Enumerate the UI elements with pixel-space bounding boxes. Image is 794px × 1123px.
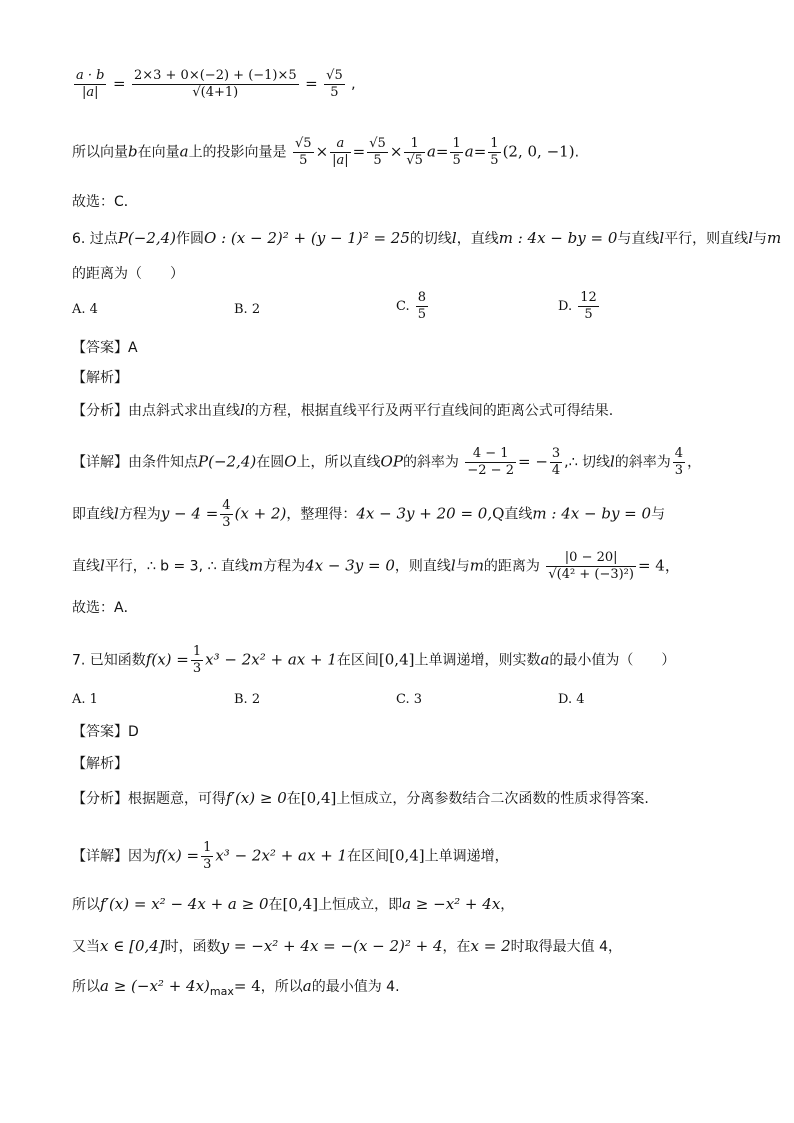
polynomial: x³ − 2x² + ax + 1	[215, 846, 348, 865]
period: .	[574, 144, 580, 161]
numerator: 1	[404, 136, 425, 153]
q6-option-d[interactable]	[558, 290, 601, 323]
q6-detail-line1	[72, 446, 701, 479]
q7-option-c[interactable]: C. 3	[396, 692, 423, 707]
text: 时，函数	[164, 939, 221, 955]
line-op: OP	[380, 452, 403, 471]
distance-result: = 4，	[637, 556, 680, 575]
text: 与	[651, 506, 666, 523]
frac	[330, 136, 351, 169]
numerator: a	[330, 136, 351, 153]
projection-scalar-formula: $\frac{a \cdot b}{|a|}$ = $\frac{2\times 3 + 0\times(-2) + (-1)\times 5}{√(4+1)}$ = $\frac{√5}{5}$ ,	[76, 68, 356, 100]
text: 又当	[72, 939, 100, 955]
derivative-inequality: f′(x) = x² − 4x + a ≥ 0	[100, 895, 269, 913]
text: 与	[455, 558, 470, 575]
numerator: 8	[417, 290, 427, 305]
numerator: 4 − 1	[465, 446, 516, 463]
text: 作圆	[176, 231, 205, 247]
text: 方程为	[263, 558, 306, 575]
frac	[293, 136, 314, 169]
numerator: 4	[674, 446, 684, 461]
quadratic-equation: y = −x² + 4x = −(x − 2)² + 4	[220, 937, 443, 955]
line-m-equation: m : 4x − by = 0	[498, 229, 618, 247]
line-l: l	[451, 229, 457, 247]
text: 的距离为	[483, 558, 540, 575]
denominator: 5	[417, 307, 427, 322]
q7-option-a[interactable]: A. 1	[72, 692, 98, 707]
text: 在	[268, 897, 283, 913]
q6-stem-line2: 的距离为（ ）	[72, 266, 184, 282]
q7-option-d[interactable]: D. 4	[558, 692, 585, 707]
line-l: l	[100, 556, 105, 575]
denominator: 3	[674, 463, 684, 478]
q6-detail-line2	[72, 498, 665, 531]
text: 时取得最大值 4，	[510, 939, 623, 955]
denominator: 3	[192, 661, 202, 676]
choose-c: 故选：C．	[72, 194, 138, 210]
numerator: 4	[222, 498, 231, 513]
q6-option-c[interactable]	[396, 290, 430, 323]
line-m: m	[469, 556, 484, 575]
denominator: 5	[373, 153, 382, 168]
text: 在圆	[256, 454, 285, 471]
text: 与直线	[617, 231, 660, 247]
text: 平行，∴ b = 3, ∴ 直线	[104, 558, 249, 575]
x-value: x = 2	[470, 937, 511, 955]
frac-distance	[546, 550, 636, 583]
equation-lhs: y − 4 =	[160, 504, 219, 523]
equation-rhs: (x + 2)	[234, 504, 287, 523]
denominator: 4	[551, 463, 561, 478]
numerator: 12	[580, 290, 597, 305]
since-symbol: Q	[492, 504, 505, 523]
line-m-equation: m : 4x − by = 0	[532, 504, 652, 523]
parameter-a: a	[302, 977, 312, 995]
frac	[220, 498, 232, 531]
comma: ,	[351, 76, 356, 93]
circle-o: O	[284, 452, 297, 471]
frac	[191, 644, 203, 677]
denominator: −2 − 2	[467, 463, 514, 478]
text: 的斜率为	[614, 454, 671, 471]
text: 直线	[72, 558, 100, 575]
q6-analysis-heading: 【解析】	[72, 370, 128, 386]
point-p: P(−2,4)	[198, 452, 257, 471]
numerator: 3	[551, 446, 561, 461]
text: 直线	[504, 506, 533, 523]
frac	[201, 840, 213, 873]
equals-minus: = −	[517, 452, 548, 471]
parameter-inequality: a ≥ −x² + 4x	[402, 895, 501, 913]
text: 在区间	[336, 652, 379, 669]
denominator: 5	[452, 153, 461, 168]
text: ，	[687, 454, 702, 471]
max-expression: a ≥ (−x² + 4x)	[100, 977, 210, 995]
q7-detail-line4	[72, 976, 400, 1002]
text: 所以	[72, 979, 100, 995]
q7-analysis-heading: 【解析】	[72, 756, 128, 772]
denominator: 5	[299, 153, 308, 168]
q7-answer: 【答案】D	[72, 724, 139, 740]
denominator: 3	[222, 515, 231, 530]
frac	[367, 136, 388, 169]
text: 上单调递增，	[424, 848, 509, 865]
line-l: l	[609, 452, 615, 471]
text: 【详解】由条件知点	[72, 454, 198, 471]
text: 【分析】由点斜式求出直线	[72, 403, 240, 419]
denominator: 3	[203, 857, 212, 872]
line-m-equation: 4x − 3y = 0	[305, 556, 395, 575]
text: 所以	[72, 897, 100, 913]
text: 即直线	[72, 506, 114, 523]
line-l-equation: 4x − 3y + 20 = 0,	[356, 504, 493, 523]
text: 在向量	[137, 144, 180, 161]
text: ，所以	[260, 979, 303, 995]
line-l: l	[450, 556, 456, 575]
numerator: 1	[452, 136, 461, 151]
text: 方程为	[118, 506, 161, 523]
frac-computation	[132, 68, 299, 101]
text: 的斜率为	[402, 454, 459, 471]
q6-choose: 故选：A．	[72, 600, 138, 616]
numerator: |0 − 20|	[546, 550, 636, 567]
frac	[488, 136, 500, 169]
numerator: √5	[295, 136, 312, 151]
text: 的方程，根据直线平行及两平行直线间的距离公式可得结果.	[244, 403, 614, 419]
dot-product: a · b	[76, 68, 105, 83]
domain: x ∈ [0,4]	[100, 937, 165, 955]
line-m: m	[767, 229, 782, 247]
line-l: l	[114, 504, 119, 523]
denominator: √5	[406, 153, 423, 168]
frac	[550, 446, 562, 479]
point-p: P(−2,4)	[117, 229, 177, 247]
computation-numerator: 2×3 + 0×(−2) + (−1)×5	[133, 68, 297, 83]
text: 7. 已知函数	[72, 652, 146, 669]
result-numerator: √5	[326, 68, 343, 83]
parameter-a: a	[540, 650, 550, 669]
text: 在	[286, 791, 301, 807]
denominator: 5	[584, 307, 593, 322]
circle-equation: O : (x − 2)² + (y − 1)² = 25	[204, 229, 410, 247]
line-l: l	[659, 229, 665, 247]
projection-vector-line: 所以向量b在向量a上的投影向量是 $\frac{√5}{5}$ × $\frac{a}{|a|}$ = $\frac{√5}{5}$ × $\frac{1}{√5}$ a= $\frac{1}{5}$ a= $\frac{1}{5}$ (2, 0, −1).	[72, 136, 580, 168]
frac	[450, 136, 462, 169]
vector-b: b	[128, 142, 138, 161]
frac	[578, 290, 599, 323]
vector-a: a	[179, 142, 189, 161]
text: ,∴ 切线	[564, 454, 610, 471]
q6-detail-line3	[72, 550, 680, 583]
option-label: C.	[396, 299, 410, 314]
text: ，	[500, 897, 515, 913]
denominator: |a|	[332, 153, 349, 168]
text: 6. 过点	[72, 231, 118, 247]
text: 上恒成立，分离参数结合二次函数的性质求得答案.	[336, 791, 649, 807]
line-m: m	[248, 556, 264, 575]
text: 平行，则直线	[664, 231, 749, 247]
numerator: 1	[490, 136, 499, 151]
interval: [0,4]	[389, 846, 425, 865]
q7-detail-line1	[72, 840, 509, 873]
frac	[673, 446, 685, 479]
text: 的最小值为 4.	[311, 979, 400, 995]
max-value: = 4	[233, 977, 261, 995]
text: 与	[753, 231, 767, 247]
q6-stem-line1	[72, 228, 781, 249]
q7-stem	[72, 644, 675, 677]
text: 【详解】因为	[72, 848, 156, 865]
numerator: 1	[192, 644, 202, 659]
frac	[404, 136, 425, 169]
text: 所以向量	[72, 144, 128, 161]
result-denominator: 5	[330, 85, 339, 100]
q6-option-a[interactable]: A. 4	[72, 302, 98, 317]
polynomial: x³ − 2x² + ax + 1	[205, 650, 337, 669]
interval: [0,4]	[282, 895, 319, 913]
line-l: l	[240, 401, 245, 419]
q7-detail-line3	[72, 936, 622, 957]
vector-result: (2, 0, −1)	[502, 142, 575, 161]
text: 在区间	[347, 848, 390, 865]
denominator: √(4² + (−3)²)	[548, 567, 634, 582]
text: 【分析】根据题意，可得	[72, 791, 226, 807]
q6-option-b[interactable]: B. 2	[234, 302, 261, 317]
q7-option-b[interactable]: B. 2	[234, 692, 261, 707]
interval: [0,4]	[378, 650, 415, 669]
text: ，整理得：	[286, 506, 357, 523]
q7-detail-line2	[72, 894, 514, 915]
option-label: D.	[558, 299, 573, 314]
text: 的切线	[409, 231, 452, 247]
computation-denominator: √(4+1)	[192, 85, 239, 100]
q6-answer: 【答案】A	[72, 340, 138, 356]
text: ，在	[442, 939, 471, 955]
numerator: √5	[369, 136, 386, 151]
text: 上恒成立，即	[318, 897, 403, 913]
function-f: f(x) =	[145, 650, 189, 669]
text: ，直线	[456, 231, 499, 247]
frac-result	[324, 68, 345, 101]
norm-a: |a|	[81, 85, 99, 100]
derivative-condition: f′(x) ≥ 0	[226, 789, 287, 807]
text: 上的投影向量是	[188, 144, 287, 161]
function-f: f(x) =	[156, 846, 200, 865]
denominator: 5	[490, 153, 499, 168]
text: 的最小值为（ ）	[549, 652, 676, 669]
text: 上，所以直线	[296, 454, 381, 471]
numerator: 1	[203, 840, 212, 855]
frac	[465, 446, 516, 479]
max-subscript: max	[209, 984, 234, 998]
interval: [0,4]	[300, 789, 337, 807]
q6-fenxi	[72, 400, 613, 421]
line-l: l	[748, 229, 753, 247]
frac	[416, 290, 428, 323]
text: 上单调递增，则实数	[414, 652, 541, 669]
frac-dot-over-norm	[74, 68, 106, 101]
q7-fenxi	[72, 788, 649, 809]
text: ，则直线	[394, 558, 451, 575]
